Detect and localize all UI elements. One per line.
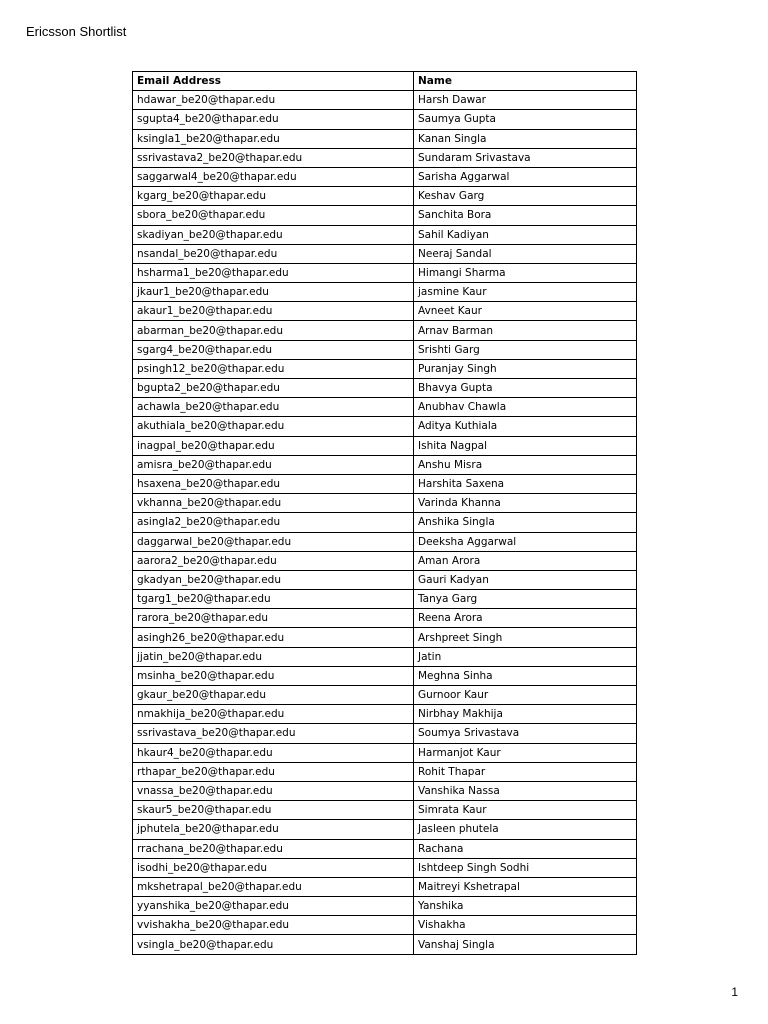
email-cell: ksingla1_be20@thapar.edu [133, 129, 414, 148]
name-cell: Srishti Garg [414, 340, 637, 359]
name-cell: Arshpreet Singh [414, 628, 637, 647]
table-row [133, 935, 637, 954]
email-cell: rrachana_be20@thapar.edu [133, 839, 414, 858]
email-cell: hsharma1_be20@thapar.edu [133, 263, 414, 282]
name-cell: Saumya Gupta [414, 110, 637, 129]
table-row [133, 474, 637, 493]
email-cell: gkaur_be20@thapar.edu [133, 686, 414, 705]
name-cell: Meghna Sinha [414, 666, 637, 685]
email-cell: asingla2_be20@thapar.edu [133, 513, 414, 532]
table-row [133, 167, 637, 186]
table-row [133, 225, 637, 244]
name-cell: Ishtdeep Singh Sodhi [414, 858, 637, 877]
name-cell: Yanshika [414, 897, 637, 916]
table-row [133, 647, 637, 666]
email-cell: vkhanna_be20@thapar.edu [133, 494, 414, 513]
email-cell: asingh26_be20@thapar.edu [133, 628, 414, 647]
name-column-header: Name [414, 72, 637, 91]
document-title: Ericsson Shortlist [26, 24, 127, 39]
name-cell: Tanya Garg [414, 590, 637, 609]
table-row [133, 839, 637, 858]
email-cell: sbora_be20@thapar.edu [133, 206, 414, 225]
name-cell: Gurnoor Kaur [414, 686, 637, 705]
table-row [133, 340, 637, 359]
email-cell: yyanshika_be20@thapar.edu [133, 897, 414, 916]
table-row [133, 666, 637, 685]
email-cell: bgupta2_be20@thapar.edu [133, 379, 414, 398]
table-row [133, 551, 637, 570]
table-row [133, 916, 637, 935]
name-cell: Himangi Sharma [414, 263, 637, 282]
table-row [133, 263, 637, 282]
table-row [133, 628, 637, 647]
table-row [133, 436, 637, 455]
email-cell: nmakhija_be20@thapar.edu [133, 705, 414, 724]
table-row [133, 686, 637, 705]
name-cell: Keshav Garg [414, 187, 637, 206]
email-cell: kgarg_be20@thapar.edu [133, 187, 414, 206]
name-cell: Sundaram Srivastava [414, 148, 637, 167]
name-cell: Puranjay Singh [414, 359, 637, 378]
name-cell: Harsh Dawar [414, 91, 637, 110]
email-cell: vsingla_be20@thapar.edu [133, 935, 414, 954]
name-cell: Jatin [414, 647, 637, 666]
table-body [133, 91, 637, 954]
email-cell: akaur1_be20@thapar.edu [133, 302, 414, 321]
table-row [133, 398, 637, 417]
table-row [133, 858, 637, 877]
table-row [133, 897, 637, 916]
name-cell: Soumya Srivastava [414, 724, 637, 743]
email-cell: skaur5_be20@thapar.edu [133, 801, 414, 820]
name-cell: Sanchita Bora [414, 206, 637, 225]
email-cell: inagpal_be20@thapar.edu [133, 436, 414, 455]
email-column-header: Email Address [133, 72, 414, 91]
name-cell: Gauri Kadyan [414, 570, 637, 589]
table-row [133, 743, 637, 762]
table-row [133, 877, 637, 896]
name-cell: Reena Arora [414, 609, 637, 628]
table-row [133, 379, 637, 398]
email-cell: hdawar_be20@thapar.edu [133, 91, 414, 110]
page-number: 1 [731, 985, 738, 999]
table-row [133, 359, 637, 378]
table-row [133, 321, 637, 340]
table-row [133, 110, 637, 129]
table-row [133, 91, 637, 110]
table-row [133, 801, 637, 820]
name-cell: Maitreyi Kshetrapal [414, 877, 637, 896]
email-cell: ssrivastava_be20@thapar.edu [133, 724, 414, 743]
email-cell: hsaxena_be20@thapar.edu [133, 474, 414, 493]
email-cell: jjatin_be20@thapar.edu [133, 647, 414, 666]
name-cell: Nirbhay Makhija [414, 705, 637, 724]
name-cell: Sahil Kadiyan [414, 225, 637, 244]
name-cell: Arnav Barman [414, 321, 637, 340]
email-cell: gkadyan_be20@thapar.edu [133, 570, 414, 589]
name-cell: Sarisha Aggarwal [414, 167, 637, 186]
table-row [133, 148, 637, 167]
email-cell: ssrivastava2_be20@thapar.edu [133, 148, 414, 167]
name-cell: Vanshika Nassa [414, 781, 637, 800]
table-row [133, 762, 637, 781]
name-cell: Rohit Thapar [414, 762, 637, 781]
table-row [133, 590, 637, 609]
name-cell: Vanshaj Singla [414, 935, 637, 954]
shortlist-table [132, 71, 637, 955]
email-cell: saggarwal4_be20@thapar.edu [133, 167, 414, 186]
table-row [133, 532, 637, 551]
table-row [133, 724, 637, 743]
table-row [133, 513, 637, 532]
email-cell: rthapar_be20@thapar.edu [133, 762, 414, 781]
email-cell: sgarg4_be20@thapar.edu [133, 340, 414, 359]
name-cell: Aman Arora [414, 551, 637, 570]
table-row [133, 302, 637, 321]
table-row [133, 129, 637, 148]
name-cell: Vishakha [414, 916, 637, 935]
name-cell: Anubhav Chawla [414, 398, 637, 417]
name-cell: Anshu Misra [414, 455, 637, 474]
name-cell: Kanan Singla [414, 129, 637, 148]
table-row [133, 244, 637, 263]
name-cell: Avneet Kaur [414, 302, 637, 321]
email-cell: rarora_be20@thapar.edu [133, 609, 414, 628]
email-cell: jphutela_be20@thapar.edu [133, 820, 414, 839]
table-row [133, 705, 637, 724]
email-cell: isodhi_be20@thapar.edu [133, 858, 414, 877]
name-cell: Simrata Kaur [414, 801, 637, 820]
name-cell: Jasleen phutela [414, 820, 637, 839]
email-cell: achawla_be20@thapar.edu [133, 398, 414, 417]
table-row [133, 206, 637, 225]
table-header-row [133, 72, 637, 91]
table-row [133, 570, 637, 589]
email-cell: abarman_be20@thapar.edu [133, 321, 414, 340]
name-cell: Aditya Kuthiala [414, 417, 637, 436]
email-cell: psingh12_be20@thapar.edu [133, 359, 414, 378]
email-cell: amisra_be20@thapar.edu [133, 455, 414, 474]
name-cell: Neeraj Sandal [414, 244, 637, 263]
table-row [133, 494, 637, 513]
email-cell: hkaur4_be20@thapar.edu [133, 743, 414, 762]
email-cell: daggarwal_be20@thapar.edu [133, 532, 414, 551]
email-cell: jkaur1_be20@thapar.edu [133, 283, 414, 302]
email-cell: msinha_be20@thapar.edu [133, 666, 414, 685]
email-cell: tgarg1_be20@thapar.edu [133, 590, 414, 609]
table-row [133, 609, 637, 628]
table-row [133, 820, 637, 839]
name-cell: Anshika Singla [414, 513, 637, 532]
name-cell: Deeksha Aggarwal [414, 532, 637, 551]
name-cell: jasmine Kaur [414, 283, 637, 302]
table-row [133, 283, 637, 302]
name-cell: Varinda Khanna [414, 494, 637, 513]
name-cell: Rachana [414, 839, 637, 858]
email-cell: skadiyan_be20@thapar.edu [133, 225, 414, 244]
email-cell: aarora2_be20@thapar.edu [133, 551, 414, 570]
email-cell: vnassa_be20@thapar.edu [133, 781, 414, 800]
name-cell: Harshita Saxena [414, 474, 637, 493]
table-row [133, 455, 637, 474]
table-row [133, 187, 637, 206]
name-cell: Bhavya Gupta [414, 379, 637, 398]
name-cell: Ishita Nagpal [414, 436, 637, 455]
email-cell: vvishakha_be20@thapar.edu [133, 916, 414, 935]
email-cell: nsandal_be20@thapar.edu [133, 244, 414, 263]
email-cell: akuthiala_be20@thapar.edu [133, 417, 414, 436]
email-cell: mkshetrapal_be20@thapar.edu [133, 877, 414, 896]
name-cell: Harmanjot Kaur [414, 743, 637, 762]
table-row [133, 417, 637, 436]
table-row [133, 781, 637, 800]
email-cell: sgupta4_be20@thapar.edu [133, 110, 414, 129]
